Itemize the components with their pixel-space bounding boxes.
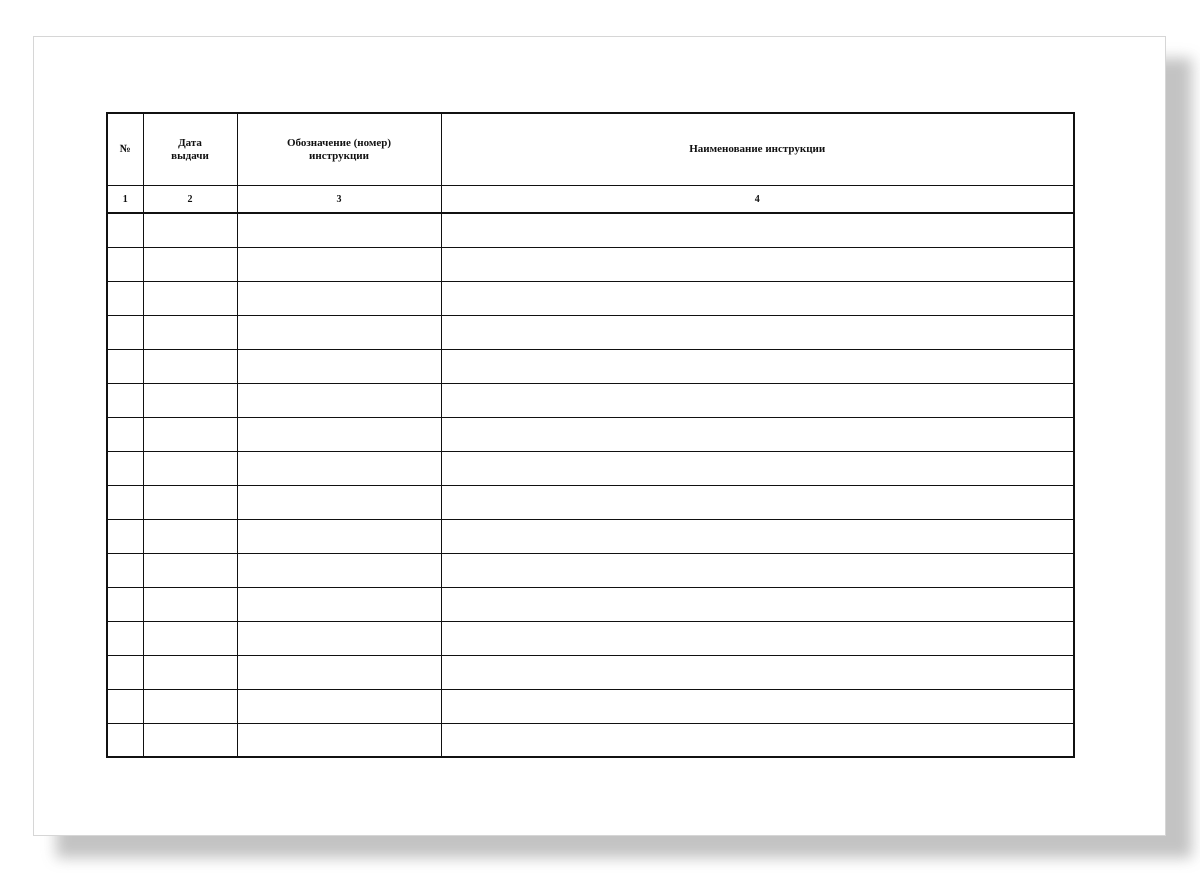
- table-row: [107, 553, 1074, 587]
- table-cell[interactable]: [143, 587, 237, 621]
- table-cell[interactable]: [107, 689, 143, 723]
- table-cell[interactable]: [107, 655, 143, 689]
- table-cell[interactable]: [143, 723, 237, 757]
- table-cell[interactable]: [237, 247, 441, 281]
- table-cell[interactable]: [237, 485, 441, 519]
- table-row: [107, 213, 1074, 247]
- table-cell[interactable]: [143, 655, 237, 689]
- table-cell[interactable]: [441, 281, 1074, 315]
- table-cell[interactable]: [237, 281, 441, 315]
- table-cell[interactable]: [441, 417, 1074, 451]
- table-cell[interactable]: [441, 349, 1074, 383]
- table-row: [107, 349, 1074, 383]
- table-cell[interactable]: [441, 519, 1074, 553]
- table-cell[interactable]: [143, 213, 237, 247]
- table-cell[interactable]: [107, 349, 143, 383]
- table-cell[interactable]: [441, 247, 1074, 281]
- table-cell[interactable]: [143, 383, 237, 417]
- table-cell[interactable]: [441, 621, 1074, 655]
- table-cell[interactable]: [143, 417, 237, 451]
- table-row: [107, 485, 1074, 519]
- table-row: [107, 723, 1074, 757]
- table-cell[interactable]: [441, 655, 1074, 689]
- table-row: [107, 383, 1074, 417]
- column-number: 1: [107, 186, 143, 214]
- table-row: [107, 621, 1074, 655]
- table-cell[interactable]: [107, 315, 143, 349]
- table-cell[interactable]: [107, 451, 143, 485]
- table-cell[interactable]: [143, 621, 237, 655]
- table-cell[interactable]: [441, 315, 1074, 349]
- header-row: [107, 113, 1074, 186]
- table-cell[interactable]: [237, 451, 441, 485]
- table-body: [107, 213, 1074, 757]
- table-cell[interactable]: [237, 349, 441, 383]
- table-cell[interactable]: [107, 587, 143, 621]
- column-number: 4: [441, 186, 1074, 214]
- table-cell[interactable]: [441, 553, 1074, 587]
- table-row: [107, 417, 1074, 451]
- header-issue-date: Дата выдачи: [143, 113, 237, 186]
- table-cell[interactable]: [143, 519, 237, 553]
- table-cell[interactable]: [107, 723, 143, 757]
- table-row: [107, 247, 1074, 281]
- table-cell[interactable]: [237, 587, 441, 621]
- table-cell[interactable]: [441, 451, 1074, 485]
- table-cell[interactable]: [107, 383, 143, 417]
- table-cell[interactable]: [143, 553, 237, 587]
- table-row: [107, 519, 1074, 553]
- table-cell[interactable]: [237, 315, 441, 349]
- table-cell[interactable]: [441, 689, 1074, 723]
- header-instruction-name: Наименование инструкции: [441, 113, 1074, 186]
- header-number: №: [107, 113, 143, 186]
- table-cell[interactable]: [237, 383, 441, 417]
- table-cell[interactable]: [237, 553, 441, 587]
- table-cell[interactable]: [107, 519, 143, 553]
- table-cell[interactable]: [143, 315, 237, 349]
- column-number-row: [107, 186, 1074, 214]
- table-cell[interactable]: [107, 213, 143, 247]
- table-row: [107, 587, 1074, 621]
- table-row: [107, 451, 1074, 485]
- table-cell[interactable]: [441, 383, 1074, 417]
- table-cell[interactable]: [237, 723, 441, 757]
- table-row: [107, 689, 1074, 723]
- table-cell[interactable]: [237, 655, 441, 689]
- table-cell[interactable]: [143, 349, 237, 383]
- table-cell[interactable]: [237, 213, 441, 247]
- table-cell[interactable]: [441, 723, 1074, 757]
- header-instruction-designation: Обозначение (номер) инструкции: [237, 113, 441, 186]
- column-number: 3: [237, 186, 441, 214]
- paper-sheet: [33, 36, 1166, 836]
- table-cell[interactable]: [143, 485, 237, 519]
- table-cell[interactable]: [237, 689, 441, 723]
- table-cell[interactable]: [143, 281, 237, 315]
- table-cell[interactable]: [441, 485, 1074, 519]
- table-cell[interactable]: [441, 587, 1074, 621]
- table-row: [107, 281, 1074, 315]
- table-row: [107, 655, 1074, 689]
- table-cell[interactable]: [107, 553, 143, 587]
- table-cell[interactable]: [237, 621, 441, 655]
- table-row: [107, 315, 1074, 349]
- instruction-register-table: [106, 112, 1075, 758]
- table-cell[interactable]: [143, 689, 237, 723]
- table-cell[interactable]: [237, 417, 441, 451]
- table-cell[interactable]: [237, 519, 441, 553]
- table-cell[interactable]: [441, 213, 1074, 247]
- table-cell[interactable]: [107, 621, 143, 655]
- table-cell[interactable]: [107, 247, 143, 281]
- table-cell[interactable]: [107, 417, 143, 451]
- table-cell[interactable]: [143, 451, 237, 485]
- table-cell[interactable]: [107, 281, 143, 315]
- table-cell[interactable]: [143, 247, 237, 281]
- column-number: 2: [143, 186, 237, 214]
- table-cell[interactable]: [107, 485, 143, 519]
